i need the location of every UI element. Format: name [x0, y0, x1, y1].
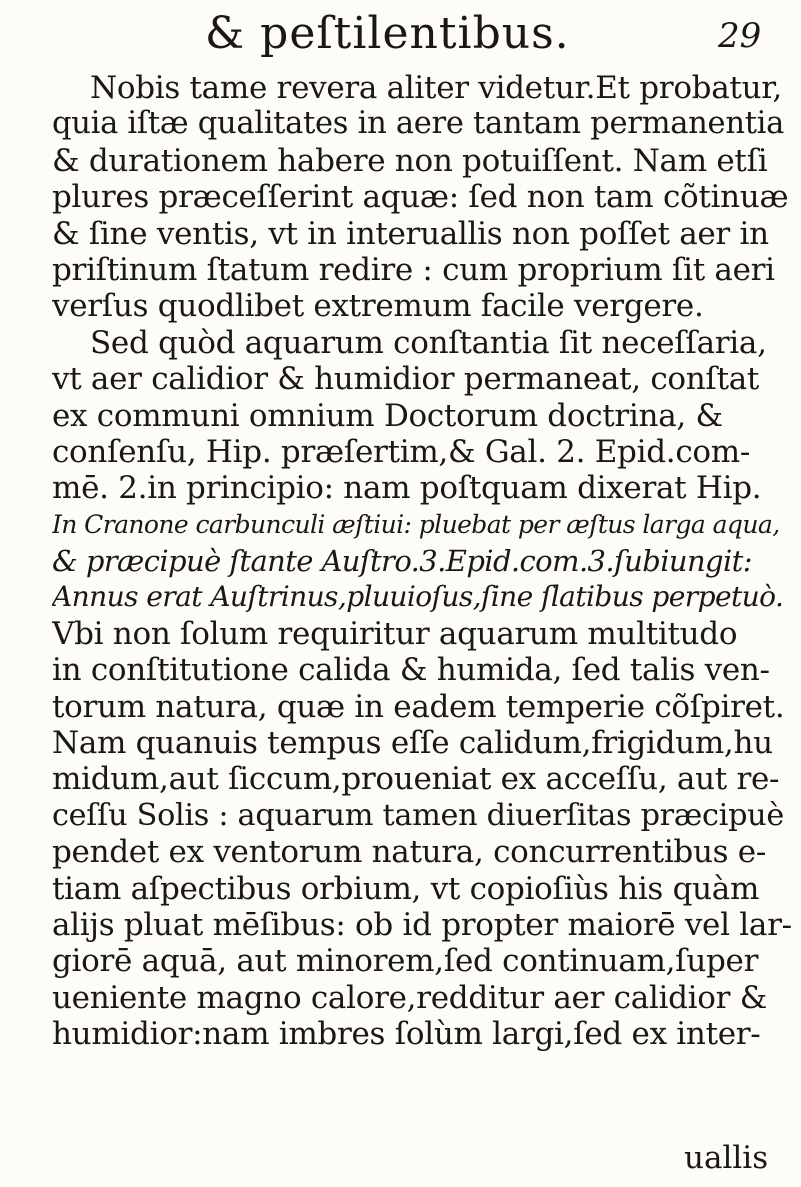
- text-line: alijs pluat mēſibus: ob id propter maiorē vel lar-: [52, 906, 792, 943]
- text-line: Vbi non ſolum requiritur aquarum multitudo: [52, 615, 738, 652]
- text-line: ex communi omnium Doctorum doctrina, &: [52, 397, 723, 434]
- text-line: verſus quodlibet extremum facile vergere.: [52, 288, 704, 325]
- page-header: [0, 8, 801, 68]
- page-number: 29: [718, 16, 762, 56]
- text-line: pendet ex ventorum natura, concurrentibus e-: [52, 834, 767, 871]
- text-line: torum natura, quæ in eadem temperie cõſpiret.: [52, 688, 785, 725]
- text-line: midum,aut ſiccum,proueniat ex acceſſu, aut re-: [52, 761, 780, 798]
- text-line: priſtinum ſtatum redire : cum proprium ſit aeri: [52, 251, 775, 288]
- text-line: & ſine ventis, vt in interuallis non poſſet aer in: [52, 215, 769, 252]
- text-line: giorē aquā, aut minorem,ſed continuam,ſuper: [52, 943, 759, 980]
- text-line: in conſtitutione calida & humida, ſed talis ven-: [52, 652, 770, 689]
- quotation-line: Annus erat Auſtrinus,pluuioſus,ſine ſlatibus perpetuò.: [52, 580, 784, 614]
- running-title: & peſtilentibus.: [205, 8, 570, 59]
- text-line: ceſſu Solis : aquarum tamen diuerſitas præcipuè: [52, 797, 784, 833]
- text-line: & durationem habere non potuiſſent. Nam etſi: [52, 142, 768, 179]
- quotation-line: In Cranone carbunculi æſtiui: pluebat per æſtus larga aqua,: [52, 509, 780, 539]
- text-line: mē. 2.in principio: nam poſtquam dixerat Hip.: [52, 470, 762, 507]
- text-line: conſenſu, Hip. præſertim,& Gal. 2. Epid.com-: [52, 433, 751, 470]
- text-line: humidior:nam imbres ſolùm largi,ſed ex inter-: [52, 1016, 761, 1053]
- text-line: ueniente magno calore,redditur aer calidior &: [52, 979, 768, 1016]
- catchword: uallis: [684, 1140, 769, 1176]
- text-line: quia iſtæ qualitates in aere tantam permanentia: [52, 106, 785, 142]
- body-text: [52, 70, 792, 1053]
- text-line: Sed quòd aquarum conſtantia ſit neceſſaria,: [90, 324, 767, 361]
- text-line: Nobis tame revera aliter videtur.Et probatur,: [90, 70, 782, 106]
- text-line: tiam aſpectibus orbium, vt copioſiùs his quàm: [52, 870, 760, 907]
- text-line: Nam quanuis tempus eſſe calidum,frigidum,hu: [52, 725, 773, 762]
- text-line: vt aer calidior & humidior permaneat, conſtat: [52, 361, 760, 398]
- text-line: plures præceſſerint aquæ: ſed non tam cõtinuæ: [52, 179, 789, 216]
- quotation-line: & præcipuè ſtante Auſtro.3.Epid.com.3.ſubiungit:: [52, 544, 752, 579]
